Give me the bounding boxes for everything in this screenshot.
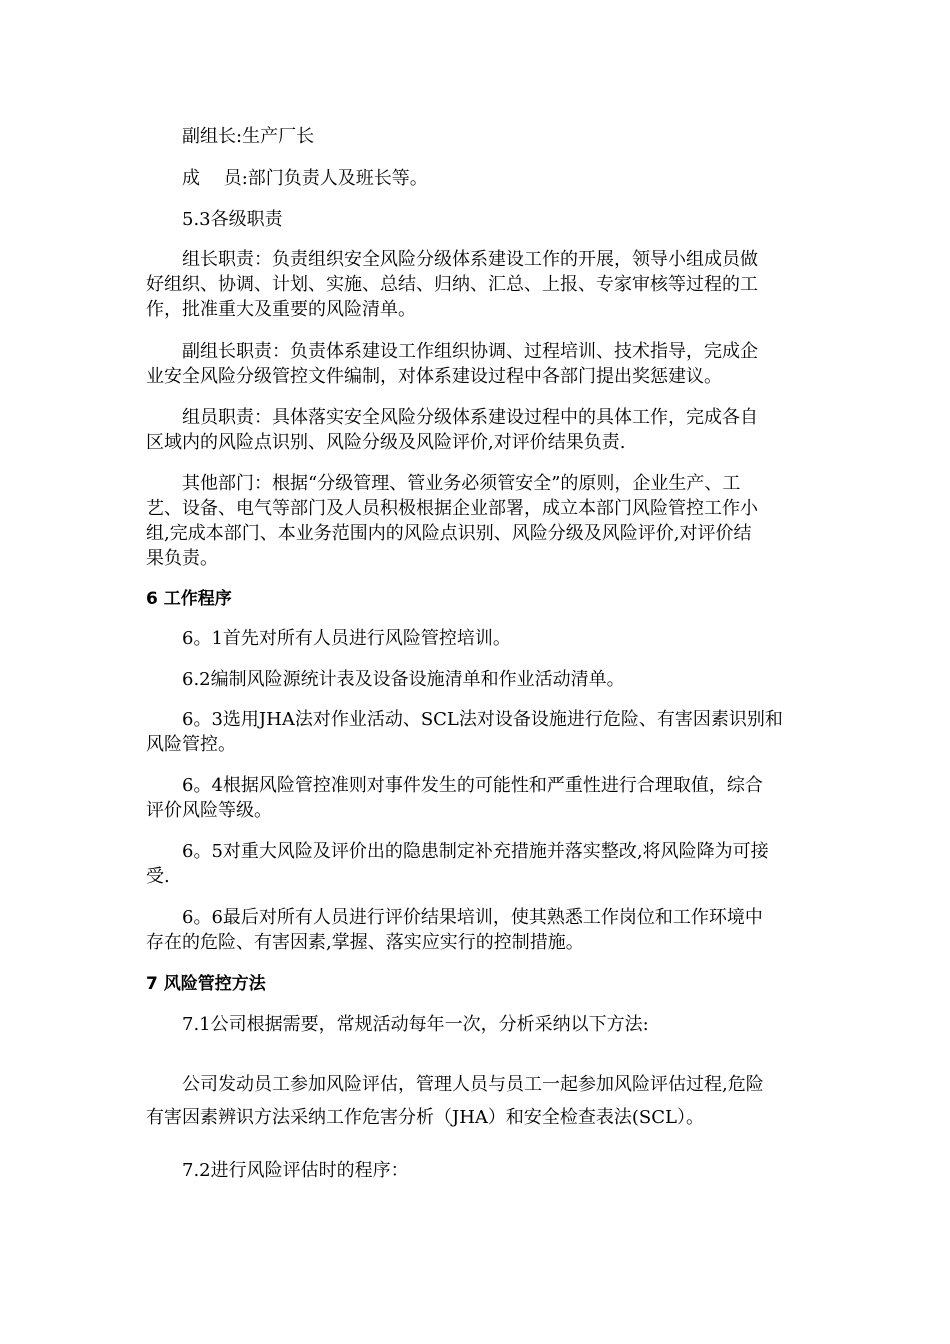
step-6-1: 6。1首先对所有人员进行风险管控培训。 [182, 628, 511, 649]
step-6-3-line-2: 风险管控。 [146, 734, 236, 755]
deputy-leader-line: 副组长:生产厂长 [182, 126, 315, 147]
method-7-2: 7.2进行风险评估时的程序： [182, 1160, 409, 1181]
other-dept-line-2: 艺、设备、电气等部门及人员积极根据企业部署，成立本部门风险管控工作小 [146, 498, 758, 519]
member-duty-line-2: 区域内的风险点识别、风险分级及风险评价,对评价结果负责. [146, 432, 626, 453]
method-paragraph-line-1: 公司发动员工参加风险评估，管理人员与员工一起参加风险评估过程,危险 [182, 1074, 764, 1095]
method-7-1: 7.1公司根据需要，常规活动每年一次，分析采纳以下方法: [182, 1014, 649, 1035]
step-6-6-line-1: 6。6最后对所有人员进行评价结果培训，使其熟悉工作岗位和工作环境中 [182, 907, 763, 928]
step-6-5-line-1: 6。5对重大风险及评价出的隐患制定补充措施并落实整改,将风险降为可接 [182, 841, 769, 862]
step-6-4-line-2: 评价风险等级。 [146, 800, 272, 821]
section-5-3-heading: 5.3各级职责 [182, 209, 283, 230]
deputy-duty-line-2: 业安全风险分级管控文件编制，对体系建设过程中各部门提出奖惩建议。 [146, 366, 722, 387]
leader-duty-line-2: 好组织、协调、计划、实施、总结、归纳、汇总、上报、专家审核等过程的工 [146, 274, 758, 295]
deputy-duty-line-1: 副组长职责：负责体系建设工作组织协调、过程培训、技术指导，完成企 [182, 341, 758, 362]
section-6-heading: 6 工作程序 [146, 589, 232, 609]
section-7-heading: 7 风险管控方法 [146, 974, 266, 994]
member-duty-line-1: 组员职责：具体落实安全风险分级体系建设过程中的具体工作，完成各自 [182, 407, 758, 428]
other-dept-line-4: 果负责。 [146, 548, 218, 569]
other-dept-line-1: 其他部门：根据“分级管理、管业务必须管安全”的原则，企业生产、工 [182, 473, 741, 494]
step-6-3-line-1: 6。3选用JHA法对作业活动、SCL法对设备设施进行危险、有害因素识别和 [182, 709, 783, 730]
step-6-5-line-2: 受. [146, 866, 170, 887]
leader-duty-line-3: 作，批准重大及重要的风险清单。 [146, 299, 416, 320]
step-6-4-line-1: 6。4根据风险管控准则对事件发生的可能性和严重性进行合理取值，综合 [182, 775, 763, 796]
step-6-2: 6.2编制风险源统计表及设备设施清单和作业活动清单。 [182, 669, 625, 690]
step-6-6-line-2: 存在的危险、有害因素,掌握、落实应实行的控制措施。 [146, 932, 584, 953]
leader-duty-line-1: 组长职责：负责组织安全风险分级体系建设工作的开展，领导小组成员做 [182, 249, 758, 270]
other-dept-line-3: 组,完成本部门、本业务范围内的风险点识别、风险分级及风险评价,对评价结 [146, 523, 752, 544]
method-paragraph-line-2: 有害因素辨识方法采纳工作危害分析（JHA）和安全检查表法(SCL）。 [146, 1107, 704, 1128]
members-line: 成 员:部门负责人及班长等。 [182, 168, 428, 189]
